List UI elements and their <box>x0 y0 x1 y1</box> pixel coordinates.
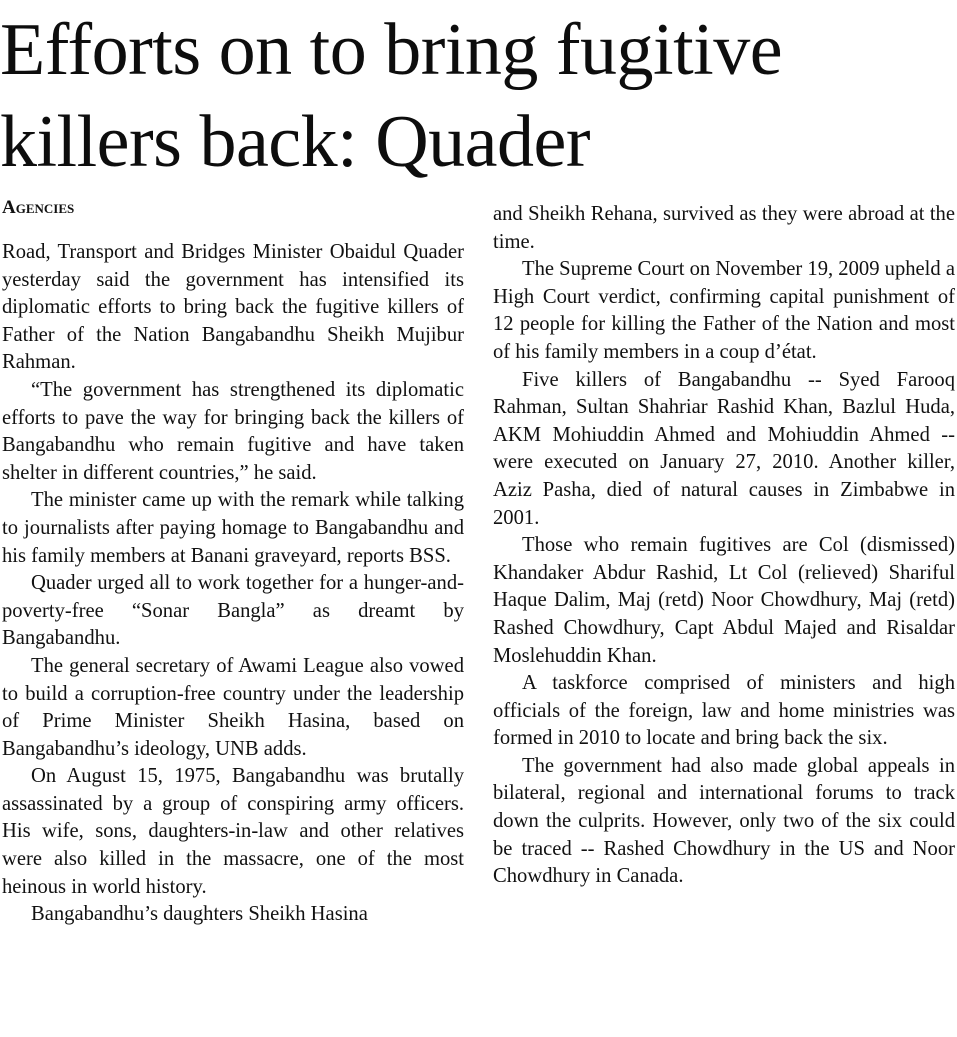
paragraph: Five killers of Bangabandhu -- Syed Farooq Rahman, Sultan Shahriar Rashid Khan, Bazlul Huda, AKM Mohiuddin Ahmed and Mohiuddin Ahmed -- were executed on January 27, 2010. Another killer, Aziz Pasha, died of natural causes in Zimbabwe in 2001. <box>493 368 955 529</box>
paragraph-continued: and Sheikh Rehana, survived as they were abroad at the time. <box>493 203 955 253</box>
right-column <box>493 201 955 891</box>
byline: Agencies <box>2 197 75 218</box>
left-column <box>2 239 464 929</box>
headline-line-2: killers back: Quader <box>0 101 590 183</box>
headline-line-1: Efforts on to bring fugitive <box>0 9 783 91</box>
paragraph: On August 15, 1975, Bangabandhu was brutally assassinated by a group of conspiring army officers. His wife, sons, daughters-in-law and other relatives were also killed in the massacre, one of the most heinous in world history. <box>2 765 464 898</box>
paragraph: Those who remain fugitives are Col (dismissed) Khandaker Abdur Rashid, Lt Col (relieved) Shariful Haque Dalim, Maj (retd) Noor Chowdhury, Maj (retd) Rashed Chowdhury, Capt Abdul Majed and Risaldar Moslehuddin Khan. <box>493 534 955 667</box>
paragraph: “The government has strengthened its diplomatic efforts to pave the way for bringing back the killers of Bangabandhu who remain fugitive and have taken shelter in different countries,” he said. <box>2 378 464 484</box>
paragraph: Road, Transport and Bridges Minister Obaidul Quader yesterday said the government has intensified its diplomatic efforts to bring back the fugitive killers of Father of the Nation Bangabandhu Sheikh Mujibur Rahman. <box>2 241 464 374</box>
paragraph: Quader urged all to work together for a hunger-and-poverty-free “Sonar Bangla” as dreamt by Bangabandhu. <box>2 572 464 650</box>
paragraph: Bangabandhu’s daughters Sheikh Hasina <box>31 903 368 926</box>
paragraph: The government had also made global appeals in bilateral, regional and international forums to track down the culprits. However, only two of the six could be traced -- Rashed Chowdhury in the US and Noor Chowdhury in Canada. <box>493 754 955 888</box>
paragraph: A taskforce comprised of ministers and high officials of the foreign, law and home ministries was formed in 2010 to locate and bring back the six. <box>493 672 955 750</box>
paragraph: The minister came up with the remark while talking to journalists after paying homage to Bangabandhu and his family members at Banani graveyard, reports BSS. <box>2 489 464 567</box>
paragraph: The Supreme Court on November 19, 2009 upheld a High Court verdict, confirming capital punishment of 12 people for killing the Father of the Nation and most of his family members in a coup d’état. <box>493 258 955 363</box>
headline <box>0 4 957 188</box>
paragraph: The general secretary of Awami League also vowed to build a corruption-free country under the leadership of Prime Minister Sheikh Hasina, based on Bangabandhu’s ideology, UNB adds. <box>2 654 464 760</box>
